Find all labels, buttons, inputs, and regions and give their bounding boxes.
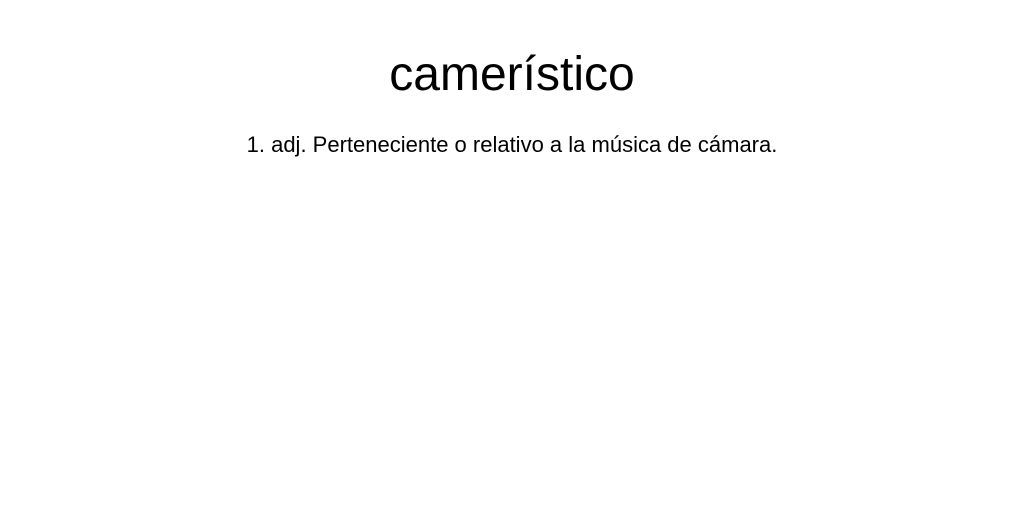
definition-1: 1. adj. Perteneciente o relativo a la música de cámara. bbox=[246, 132, 778, 157]
headword-title: camerístico bbox=[389, 48, 635, 101]
